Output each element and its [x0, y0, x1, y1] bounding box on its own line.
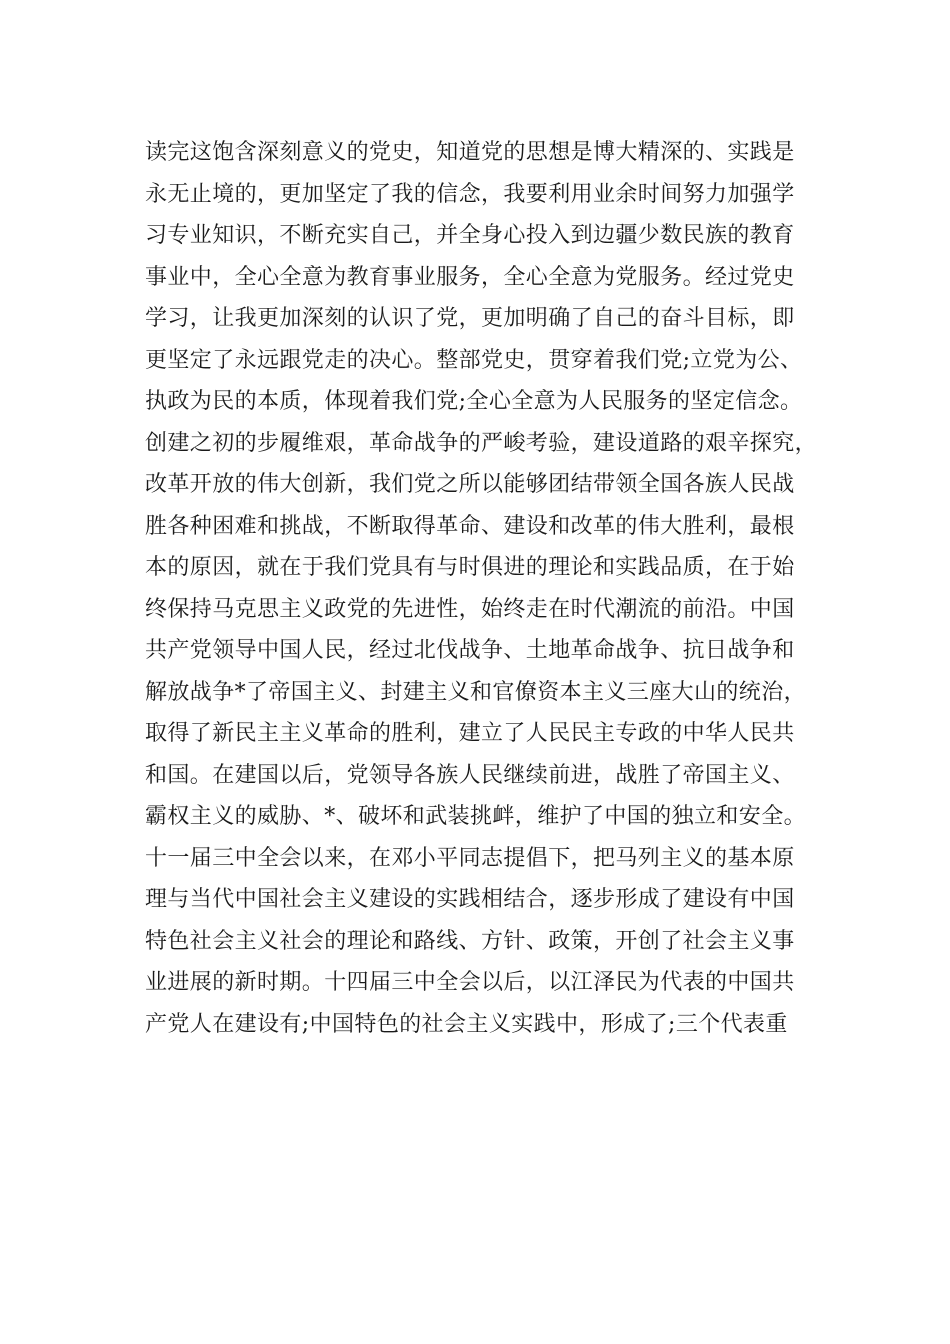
body-text — [145, 132, 825, 1045]
text-line: 本的原因，就在于我们党具有与时俱进的理论和实践品质，在于始 — [145, 555, 795, 580]
text-line: 十一届三中全会以来，在邓小平同志提倡下，把马列主义的基本原 — [145, 845, 795, 871]
text-line: 产党人在建设有;中国特色的社会主义实践中，形成了;三个代表重 — [145, 1011, 788, 1037]
text-line: 共产党领导中国人民，经过北伐战争、土地革命战争、抗日战争和 — [145, 638, 795, 663]
text-line: 特色社会主义社会的理论和路线、方针、政策，开创了社会主义事 — [145, 928, 795, 954]
text-line: 和国。在建国以后，党领导各族人民继续前进，战胜了帝国主义、 — [145, 762, 795, 788]
text-line: 读完这饱含深刻意义的党史，知道党的思想是博大精深的、实践是 — [145, 140, 795, 165]
text-line: 习专业知识，不断充实自己，并全身心投入到边疆少数民族的教育 — [145, 223, 795, 248]
text-line: 业进展的新时期。十四届三中全会以后，以江泽民为代表的中国共 — [145, 970, 795, 995]
text-line: 改革开放的伟大创新，我们党之所以能够团结带领全国各族人民战 — [145, 472, 795, 497]
text-line: 理与当代中国社会主义建设的实践相结合，逐步形成了建设有中国 — [145, 887, 795, 912]
text-line: 取得了新民主主义革命的胜利，建立了人民民主专政的中华人民共 — [145, 721, 795, 746]
text-line: 学习，让我更加深刻的认识了党，更加明确了自己的奋斗目标，即 — [145, 306, 795, 331]
text-line: 更坚定了永远跟党走的决心。整部党史，贯穿着我们党;立党为公、 — [145, 347, 803, 373]
text-line: 永无止境的，更加坚定了我的信念，我要利用业余时间努力加强学 — [145, 181, 795, 207]
text-line: 解放战争*了帝国主义、封建主义和官僚资本主义三座大山的统治， — [145, 679, 807, 705]
text-line: 执政为民的本质，体现着我们党;全心全意为人民服务的坚定信念。 — [145, 389, 803, 414]
text-line: 终保持马克思主义政党的先进性，始终走在时代潮流的前沿。中国 — [145, 596, 795, 622]
text-line: 事业中，全心全意为教育事业服务，全心全意为党服务。经过党史 — [145, 264, 795, 290]
text-line: 创建之初的步履维艰，革命战争的严峻考验，建设道路的艰辛探究， — [145, 430, 818, 456]
text-line: 霸权主义的威胁、*、破坏和武装挑衅，维护了中国的独立和安全。 — [145, 804, 807, 829]
text-line: 胜各种困难和挑战，不断取得革命、建设和改革的伟大胜利，最根 — [145, 513, 795, 539]
